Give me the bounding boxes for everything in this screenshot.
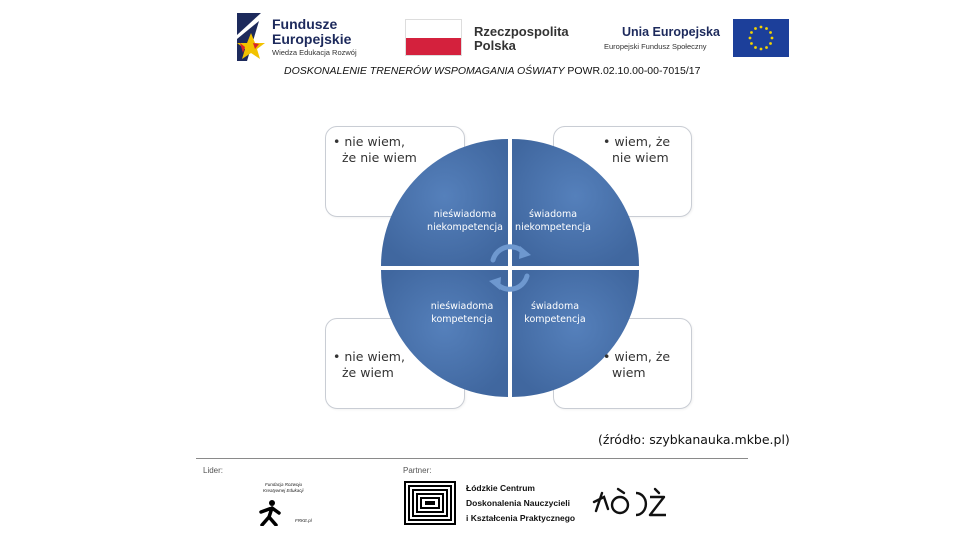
- card-bullet: •: [333, 349, 341, 364]
- quadrant-label-line2: niekompetencja: [515, 222, 591, 233]
- partner-label: Partner:: [403, 466, 432, 475]
- card-text-top-right: [603, 134, 670, 166]
- partner-logo: [404, 481, 576, 527]
- competence-circle: [380, 138, 640, 398]
- quadrant-label-top-right: [508, 208, 598, 234]
- project-title: [284, 65, 700, 77]
- footer-divider: [196, 458, 748, 459]
- quadrant-label-line1: świadoma: [528, 209, 578, 220]
- quadrant-label-line1: nieświadoma: [433, 209, 497, 220]
- eu-star-icon: [765, 27, 768, 30]
- partner-logo-line1: Łódzkie Centrum: [466, 483, 535, 493]
- rp-logo-line1: Rzeczpospolita: [474, 24, 569, 39]
- quadrant-label-top-left: [420, 208, 510, 234]
- eu-star-icon: [760, 48, 763, 51]
- eu-star-icon: [760, 26, 763, 29]
- source-caption: (źródło: szybkanauka.mkbe.pl): [598, 432, 790, 447]
- fe-star-icon: [237, 13, 267, 61]
- eu-star-icon: [765, 46, 768, 49]
- card-text-top-left: [333, 134, 417, 166]
- card-bullet: •: [333, 134, 341, 149]
- card-bullet: •: [603, 349, 611, 364]
- eu-star-icon: [754, 27, 757, 30]
- eu-star-icon: [771, 37, 774, 40]
- project-code: POWR.02.10.00-00-7015/17: [567, 65, 701, 77]
- card-line1: wiem, że: [614, 349, 671, 364]
- card-line2: wiem: [612, 365, 646, 380]
- card-line1: nie wiem,: [344, 349, 405, 364]
- card-bullet: •: [603, 134, 611, 149]
- quadrant-label-bottom-left: [417, 300, 507, 326]
- quadrant-label-line2: kompetencja: [524, 314, 586, 325]
- quadrant-label-line1: świadoma: [530, 301, 580, 312]
- eu-flag-icon: [733, 19, 789, 57]
- lider-logo: [255, 480, 320, 528]
- lider-logo-line3: FRKE.pl: [295, 518, 312, 523]
- partner-logo-line3: i Kształcenia Praktycznego: [466, 513, 576, 523]
- fe-logo-line3: Wiedza Edukacja Rozwój: [272, 48, 357, 57]
- lider-logo-line1: Fundacja Rozwoju: [265, 482, 303, 487]
- rp-logo-line2: Polska: [474, 38, 516, 53]
- quadrant-label-line1: nieświadoma: [430, 301, 494, 312]
- card-line2: że wiem: [342, 365, 394, 380]
- quadrant-label-line2: niekompetencja: [427, 222, 503, 233]
- card-text-bottom-right: [603, 349, 670, 381]
- ue-logo-line2: Europejski Fundusz Społeczny: [604, 42, 707, 51]
- eu-star-icon: [754, 46, 757, 49]
- polish-flag-icon: [405, 19, 462, 56]
- project-name: DOSKONALENIE TRENERÓW WSPOMAGANIA OŚWIATY: [284, 65, 565, 77]
- lodz-logo-icon: [592, 485, 672, 521]
- ue-logo-line1: Unia Europejska: [622, 25, 720, 39]
- running-figure-icon: [258, 500, 282, 526]
- eu-star-icon: [749, 37, 752, 40]
- eu-star-icon: [769, 42, 772, 45]
- card-text-bottom-left: [333, 349, 405, 381]
- card-line1: wiem, że: [614, 134, 671, 149]
- eu-star-icon: [750, 42, 753, 45]
- concentric-squares-icon: [404, 481, 456, 525]
- card-line1: nie wiem,: [344, 134, 405, 149]
- fe-logo-line1: Fundusze: [272, 16, 338, 32]
- rzeczpospolita-polska-logo: [405, 19, 580, 57]
- partner-logo-line2: Doskonalenia Nauczycieli: [466, 498, 570, 508]
- fe-logo-line2: Europejskie: [272, 31, 352, 47]
- quadrant-label-bottom-right: [510, 300, 600, 326]
- fundusze-europejskie-logo: [237, 13, 377, 61]
- lider-label: Lider:: [203, 466, 224, 475]
- eu-star-icon: [750, 31, 753, 34]
- eu-star-icon: [769, 31, 772, 34]
- unia-europejska-logo: [600, 19, 790, 59]
- card-line2: że nie wiem: [342, 150, 417, 165]
- card-line2: nie wiem: [612, 150, 669, 165]
- lider-logo-line2: Kreatywnej Edukacji: [263, 488, 304, 493]
- quadrant-label-line2: kompetencja: [431, 314, 493, 325]
